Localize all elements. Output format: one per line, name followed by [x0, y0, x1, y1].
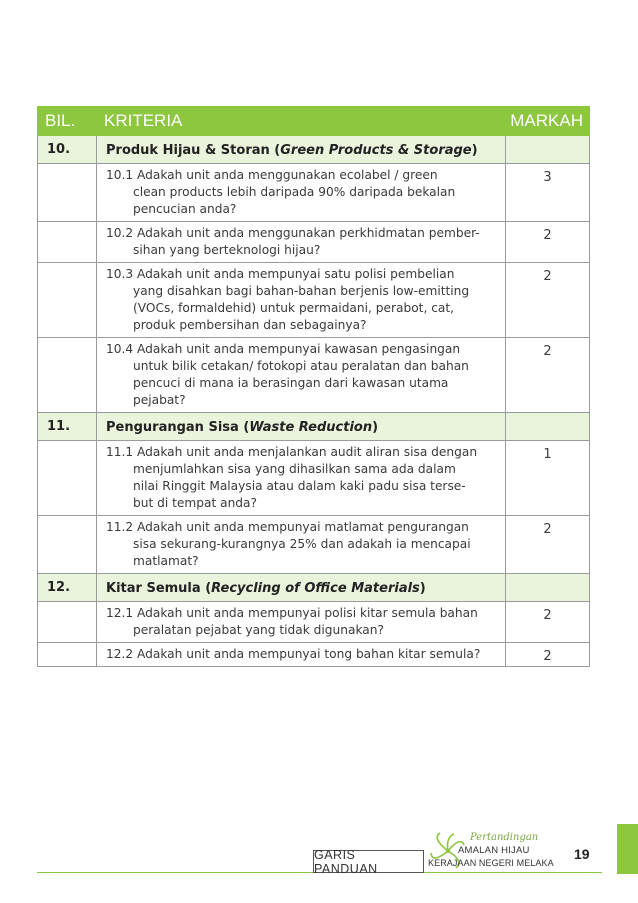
section-row	[38, 136, 590, 164]
criteria-line: matlamat?	[133, 554, 199, 568]
criteria-table	[37, 106, 590, 667]
criteria-line: menjumlahkan sisa yang dihasilkan sama ada dalam	[133, 462, 456, 476]
section-number: 12.	[38, 574, 97, 602]
criteria-score: 2	[506, 516, 590, 574]
section-markah-cell	[506, 413, 590, 441]
criteria-score: 2	[506, 643, 590, 667]
section-row	[38, 413, 590, 441]
criteria-text	[97, 222, 506, 263]
section-title-text: Produk Hijau & Storan (	[106, 143, 281, 158]
criteria-score: 1	[506, 441, 590, 516]
section-title-text: Kitar Semula (	[106, 581, 212, 596]
page-number: 19	[574, 846, 590, 862]
criteria-line: 10.4 Adakah unit anda mempunyai kawasan pengasingan	[106, 342, 461, 356]
criteria-line: sisa sekurang-kurangnya 25% dan adakah ia mencapai	[133, 537, 471, 551]
criteria-line: 10.3 Adakah unit anda mempunyai satu polisi pembelian	[106, 267, 455, 281]
criteria-line: clean products lebih daripada 90% daripada bekalan	[133, 185, 456, 199]
criteria-line: produk pembersihan dan sebagainya?	[133, 318, 367, 332]
empty-bil-cell	[38, 441, 97, 516]
section-title-close: )	[372, 420, 379, 435]
empty-bil-cell	[38, 222, 97, 263]
section-markah-cell	[506, 574, 590, 602]
empty-bil-cell	[38, 602, 97, 643]
criteria-line: but di tempat anda?	[133, 496, 257, 510]
criteria-line: 12.1 Adakah unit anda mempunyai polisi kitar semula bahan	[106, 606, 478, 620]
criteria-row	[38, 263, 590, 338]
section-title-close: )	[471, 143, 478, 158]
criteria-text	[97, 441, 506, 516]
criteria-line: pejabat?	[133, 393, 186, 407]
criteria-score: 2	[506, 222, 590, 263]
table-header-row	[38, 107, 590, 136]
garis-panduan-label: GARIS PANDUAN	[313, 850, 424, 873]
criteria-row	[38, 222, 590, 263]
criteria-row	[38, 516, 590, 574]
criteria-line: 10.1 Adakah unit anda menggunakan ecolabel / green	[106, 168, 438, 182]
criteria-row	[38, 164, 590, 222]
criteria-line: 11.1 Adakah unit anda menjalankan audit aliran sisa dengan	[106, 445, 478, 459]
criteria-score: 3	[506, 164, 590, 222]
criteria-line: 12.2 Adakah unit anda mempunyai tong bahan kitar semula?	[106, 647, 481, 661]
criteria-line: sihan yang berteknologi hijau?	[133, 243, 321, 257]
header-markah: MARKAH	[506, 107, 590, 136]
section-row	[38, 574, 590, 602]
criteria-text	[97, 516, 506, 574]
empty-bil-cell	[38, 516, 97, 574]
criteria-line: peralatan pejabat yang tidak digunakan?	[133, 623, 384, 637]
criteria-score: 2	[506, 263, 590, 338]
logo-sub-text: KERAJAAN NEGERI MELAKA	[428, 858, 554, 868]
criteria-line: (VOCs, formaldehid) untuk permaidani, perabot, cat,	[133, 301, 455, 315]
criteria-line: 10.2 Adakah unit anda menggunakan perkhidmatan pember-	[106, 226, 480, 240]
criteria-row	[38, 643, 590, 667]
section-title	[97, 413, 506, 441]
section-title-english: Recycling of Office Materials	[211, 581, 420, 596]
section-title-close: )	[419, 581, 426, 596]
criteria-row	[38, 441, 590, 516]
green-edge-tab	[617, 824, 638, 874]
empty-bil-cell	[38, 164, 97, 222]
empty-bil-cell	[38, 263, 97, 338]
criteria-line: nilai Ringgit Malaysia atau dalam kaki padu sisa terse-	[133, 479, 466, 493]
header-kriteria: KRITERIA	[97, 107, 506, 136]
criteria-text	[97, 263, 506, 338]
section-number: 11.	[38, 413, 97, 441]
logo-main-text: AMALAN HIJAU	[458, 845, 530, 856]
empty-bil-cell	[38, 643, 97, 667]
criteria-text	[97, 164, 506, 222]
criteria-line: untuk bilik cetakan/ fotokopi atau peralatan dan bahan	[133, 359, 469, 373]
section-title	[97, 136, 506, 164]
criteria-text	[97, 338, 506, 413]
section-markah-cell	[506, 136, 590, 164]
header-bil: BIL.	[38, 107, 97, 136]
logo-script-text: Pertandingan	[470, 832, 539, 843]
section-title-english: Waste Reduction	[249, 420, 373, 435]
empty-bil-cell	[38, 338, 97, 413]
criteria-line: 11.2 Adakah unit anda mempunyai matlamat pengurangan	[106, 520, 469, 534]
criteria-score: 2	[506, 338, 590, 413]
section-title-text: Pengurangan Sisa (	[106, 420, 250, 435]
criteria-score: 2	[506, 602, 590, 643]
section-title-english: Green Products & Storage	[280, 143, 472, 158]
criteria-line: pencucian anda?	[133, 202, 237, 216]
criteria-line: yang disahkan bagi bahan-bahan berjenis low-emitting	[133, 284, 470, 298]
criteria-text	[97, 602, 506, 643]
criteria-text	[97, 643, 506, 667]
table-body	[38, 136, 590, 667]
section-title	[97, 574, 506, 602]
criteria-line: pencuci di mana ia berasingan dari kawasan utama	[133, 376, 449, 390]
criteria-row	[38, 602, 590, 643]
criteria-row	[38, 338, 590, 413]
section-number: 10.	[38, 136, 97, 164]
